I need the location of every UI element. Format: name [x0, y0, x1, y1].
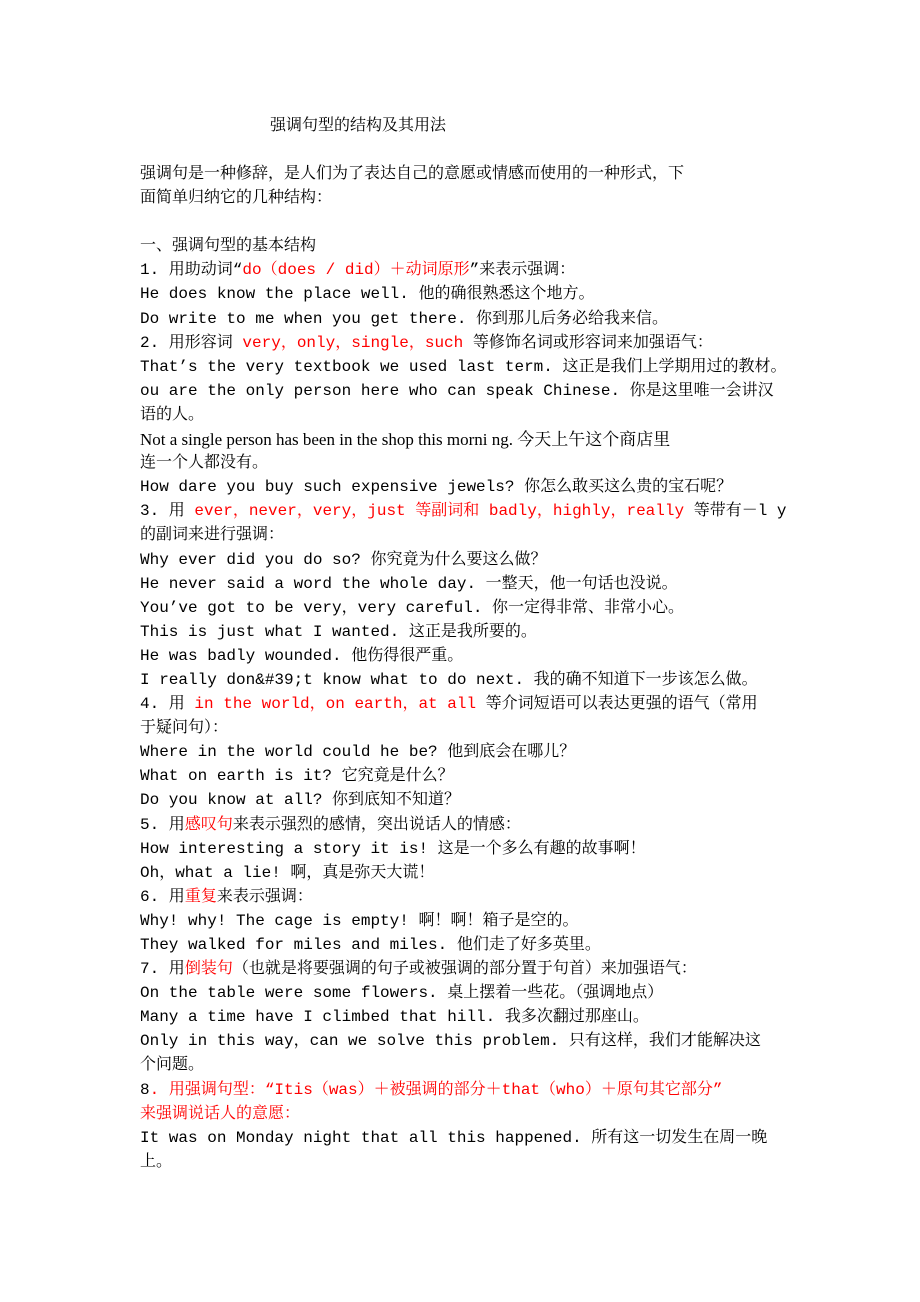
text-line	[140, 280, 820, 304]
text-segment: That’s the very textbook we used last term. 这正是我们上学期用过的教材。	[140, 357, 787, 376]
text-line	[140, 1148, 820, 1172]
text-segment: 1. 用助动词“	[140, 261, 243, 280]
text-line	[140, 521, 820, 545]
highlighted-text: in the world，on earth，at all	[194, 695, 477, 714]
text-line	[140, 594, 820, 618]
text-segment: Why ever did you do so? 你究竟为什么要这么做？	[140, 550, 547, 569]
text-line	[140, 1051, 820, 1075]
text-segment: It was on Monday night that all this happened. 所有这一切发生在周一晚	[140, 1128, 768, 1147]
text-line	[140, 208, 820, 232]
text-line	[140, 425, 820, 449]
text-line	[140, 497, 820, 521]
text-segment: 2. 用形容词	[140, 333, 243, 352]
document-title: 强调句型的结构及其用法	[270, 117, 447, 135]
text-line	[140, 690, 820, 714]
highlighted-text: . 用强调句型：“Itis（was）＋被强调的部分＋that（who）＋原句其它部分”	[149, 1080, 723, 1099]
text-segment: Why! why! The cage is empty! 啊！啊！箱子是空的。	[140, 911, 579, 930]
highlighted-text: very，only，single，such	[242, 333, 464, 352]
text-line	[140, 811, 820, 835]
text-segment: On the table were some flowers. 桌上摆着一些花。（强调地点）	[140, 984, 664, 1003]
text-line	[140, 859, 820, 883]
text-line	[140, 184, 820, 208]
text-line	[140, 666, 820, 690]
text-line	[140, 256, 820, 280]
text-line	[140, 979, 820, 1003]
document-body	[140, 160, 820, 1172]
text-segment: 个问题。	[140, 1056, 205, 1075]
text-segment: 等修饰名词或形容词来加强语气：	[463, 333, 713, 352]
text-segment: Oh，what a lie! 啊，真是弥天大谎！	[140, 863, 435, 882]
text-line	[140, 449, 820, 473]
text-line	[140, 329, 820, 353]
text-segment: 来表示强调：	[216, 887, 313, 906]
text-segment: 7. 用	[140, 960, 185, 979]
text-segment: I really don&#39;t know what to do next. 我的确不知道下一步该怎么做。	[140, 670, 758, 689]
text-segment: He was badly wounded. 他伤得很严重。	[140, 646, 464, 665]
text-line	[140, 835, 820, 859]
text-segment: Many a time have I climbed that hill. 我多次翻过那座山。	[140, 1008, 649, 1027]
text-segment: 面简单归纳它的几种结构：	[140, 189, 333, 208]
text-segment: 6. 用	[140, 887, 185, 906]
highlighted-text: ever，never，very，just 等副词和 badly，highly，really	[194, 502, 685, 521]
text-line	[140, 883, 820, 907]
highlighted-text: 重复	[184, 887, 217, 906]
text-line	[140, 546, 820, 570]
text-segment: ”来表示强调：	[469, 261, 576, 280]
text-segment: Only in this way，can we solve this problem. 只有这样，我们才能解决这	[140, 1032, 761, 1051]
text-segment: Not a single person has been in the shop this morni ng. 今天上午这个商店里	[140, 430, 671, 450]
text-line	[140, 377, 820, 401]
highlighted-text: 感叹句	[184, 815, 233, 834]
text-line	[140, 714, 820, 738]
text-segment: He never said a word the whole day. 一整天，他一句话也没说。	[140, 574, 678, 593]
highlighted-text: 来强调说话人的意愿：	[140, 1104, 301, 1123]
highlighted-text: 倒装句	[184, 960, 233, 979]
text-segment: 连一个人都没有。	[140, 454, 269, 473]
text-segment: ou are the only person here who can speak Chinese. 你是这里唯一会讲汉	[140, 381, 774, 400]
text-segment: What on earth is it? 它究竟是什么？	[140, 767, 454, 786]
text-segment: They walked for miles and miles. 他们走了好多英里。	[140, 936, 601, 954]
text-line	[140, 401, 820, 425]
text-line	[140, 473, 820, 497]
text-line	[140, 1003, 820, 1027]
text-segment: Do write to me when you get there. 你到那儿后务必给我来信。	[140, 309, 669, 328]
text-line	[140, 642, 820, 666]
text-segment: 来表示强烈的感情，突出说话人的情感：	[232, 815, 521, 834]
text-segment: （也就是将要强调的句子或被强调的部分置于句首）来加强语气：	[232, 960, 697, 979]
text-segment: 强调句是一种修辞，是人们为了表达自己的意愿或情感而使用的一种形式，下	[140, 165, 685, 183]
text-line	[140, 955, 820, 979]
text-segment: 一、强调句型的基本结构	[140, 237, 317, 256]
text-line	[140, 907, 820, 931]
text-line	[140, 762, 820, 786]
highlighted-text: do（does / did）＋动词原形	[242, 261, 470, 280]
text-segment: 8	[140, 1080, 150, 1099]
text-line	[140, 570, 820, 594]
text-line	[140, 931, 820, 955]
text-segment: 3. 用	[140, 502, 195, 521]
text-line	[140, 618, 820, 642]
text-segment: Where in the world could he be? 他到底会在哪儿？	[140, 743, 576, 762]
text-segment: 5. 用	[140, 815, 185, 834]
text-segment: 等带有－l y	[684, 502, 787, 521]
text-segment: 于疑问句）：	[140, 719, 229, 738]
text-segment: 4. 用	[140, 695, 195, 714]
text-line	[140, 1027, 820, 1051]
text-line	[140, 232, 820, 256]
text-line	[140, 1124, 820, 1148]
text-segment: Do you know at all? 你到底知不知道？	[140, 791, 461, 810]
text-segment: How dare you buy such expensive jewels? 你怎么敢买这么贵的宝石呢？	[140, 478, 733, 497]
text-segment: This is just what I wanted. 这正是我所要的。	[140, 622, 537, 641]
text-segment: He does know the place well. 他的确很熟悉这个地方。	[140, 285, 595, 304]
text-segment: You’ve got to be very，very careful. 你一定得非常、非常小心。	[140, 598, 685, 617]
text-line	[140, 305, 820, 329]
text-segment: 上。	[140, 1152, 173, 1171]
text-segment: 语的人。	[140, 405, 205, 424]
text-line	[140, 1100, 820, 1124]
text-line	[140, 1076, 820, 1100]
text-segment: 的副词来进行强调：	[140, 526, 285, 545]
text-line	[140, 353, 820, 377]
text-line	[140, 786, 820, 810]
text-segment: How interesting a story it is! 这是一个多么有趣的故事啊！	[140, 839, 646, 858]
text-segment: 等介词短语可以表达更强的语气（常用	[476, 695, 758, 714]
text-line	[140, 160, 820, 184]
text-line	[140, 738, 820, 762]
